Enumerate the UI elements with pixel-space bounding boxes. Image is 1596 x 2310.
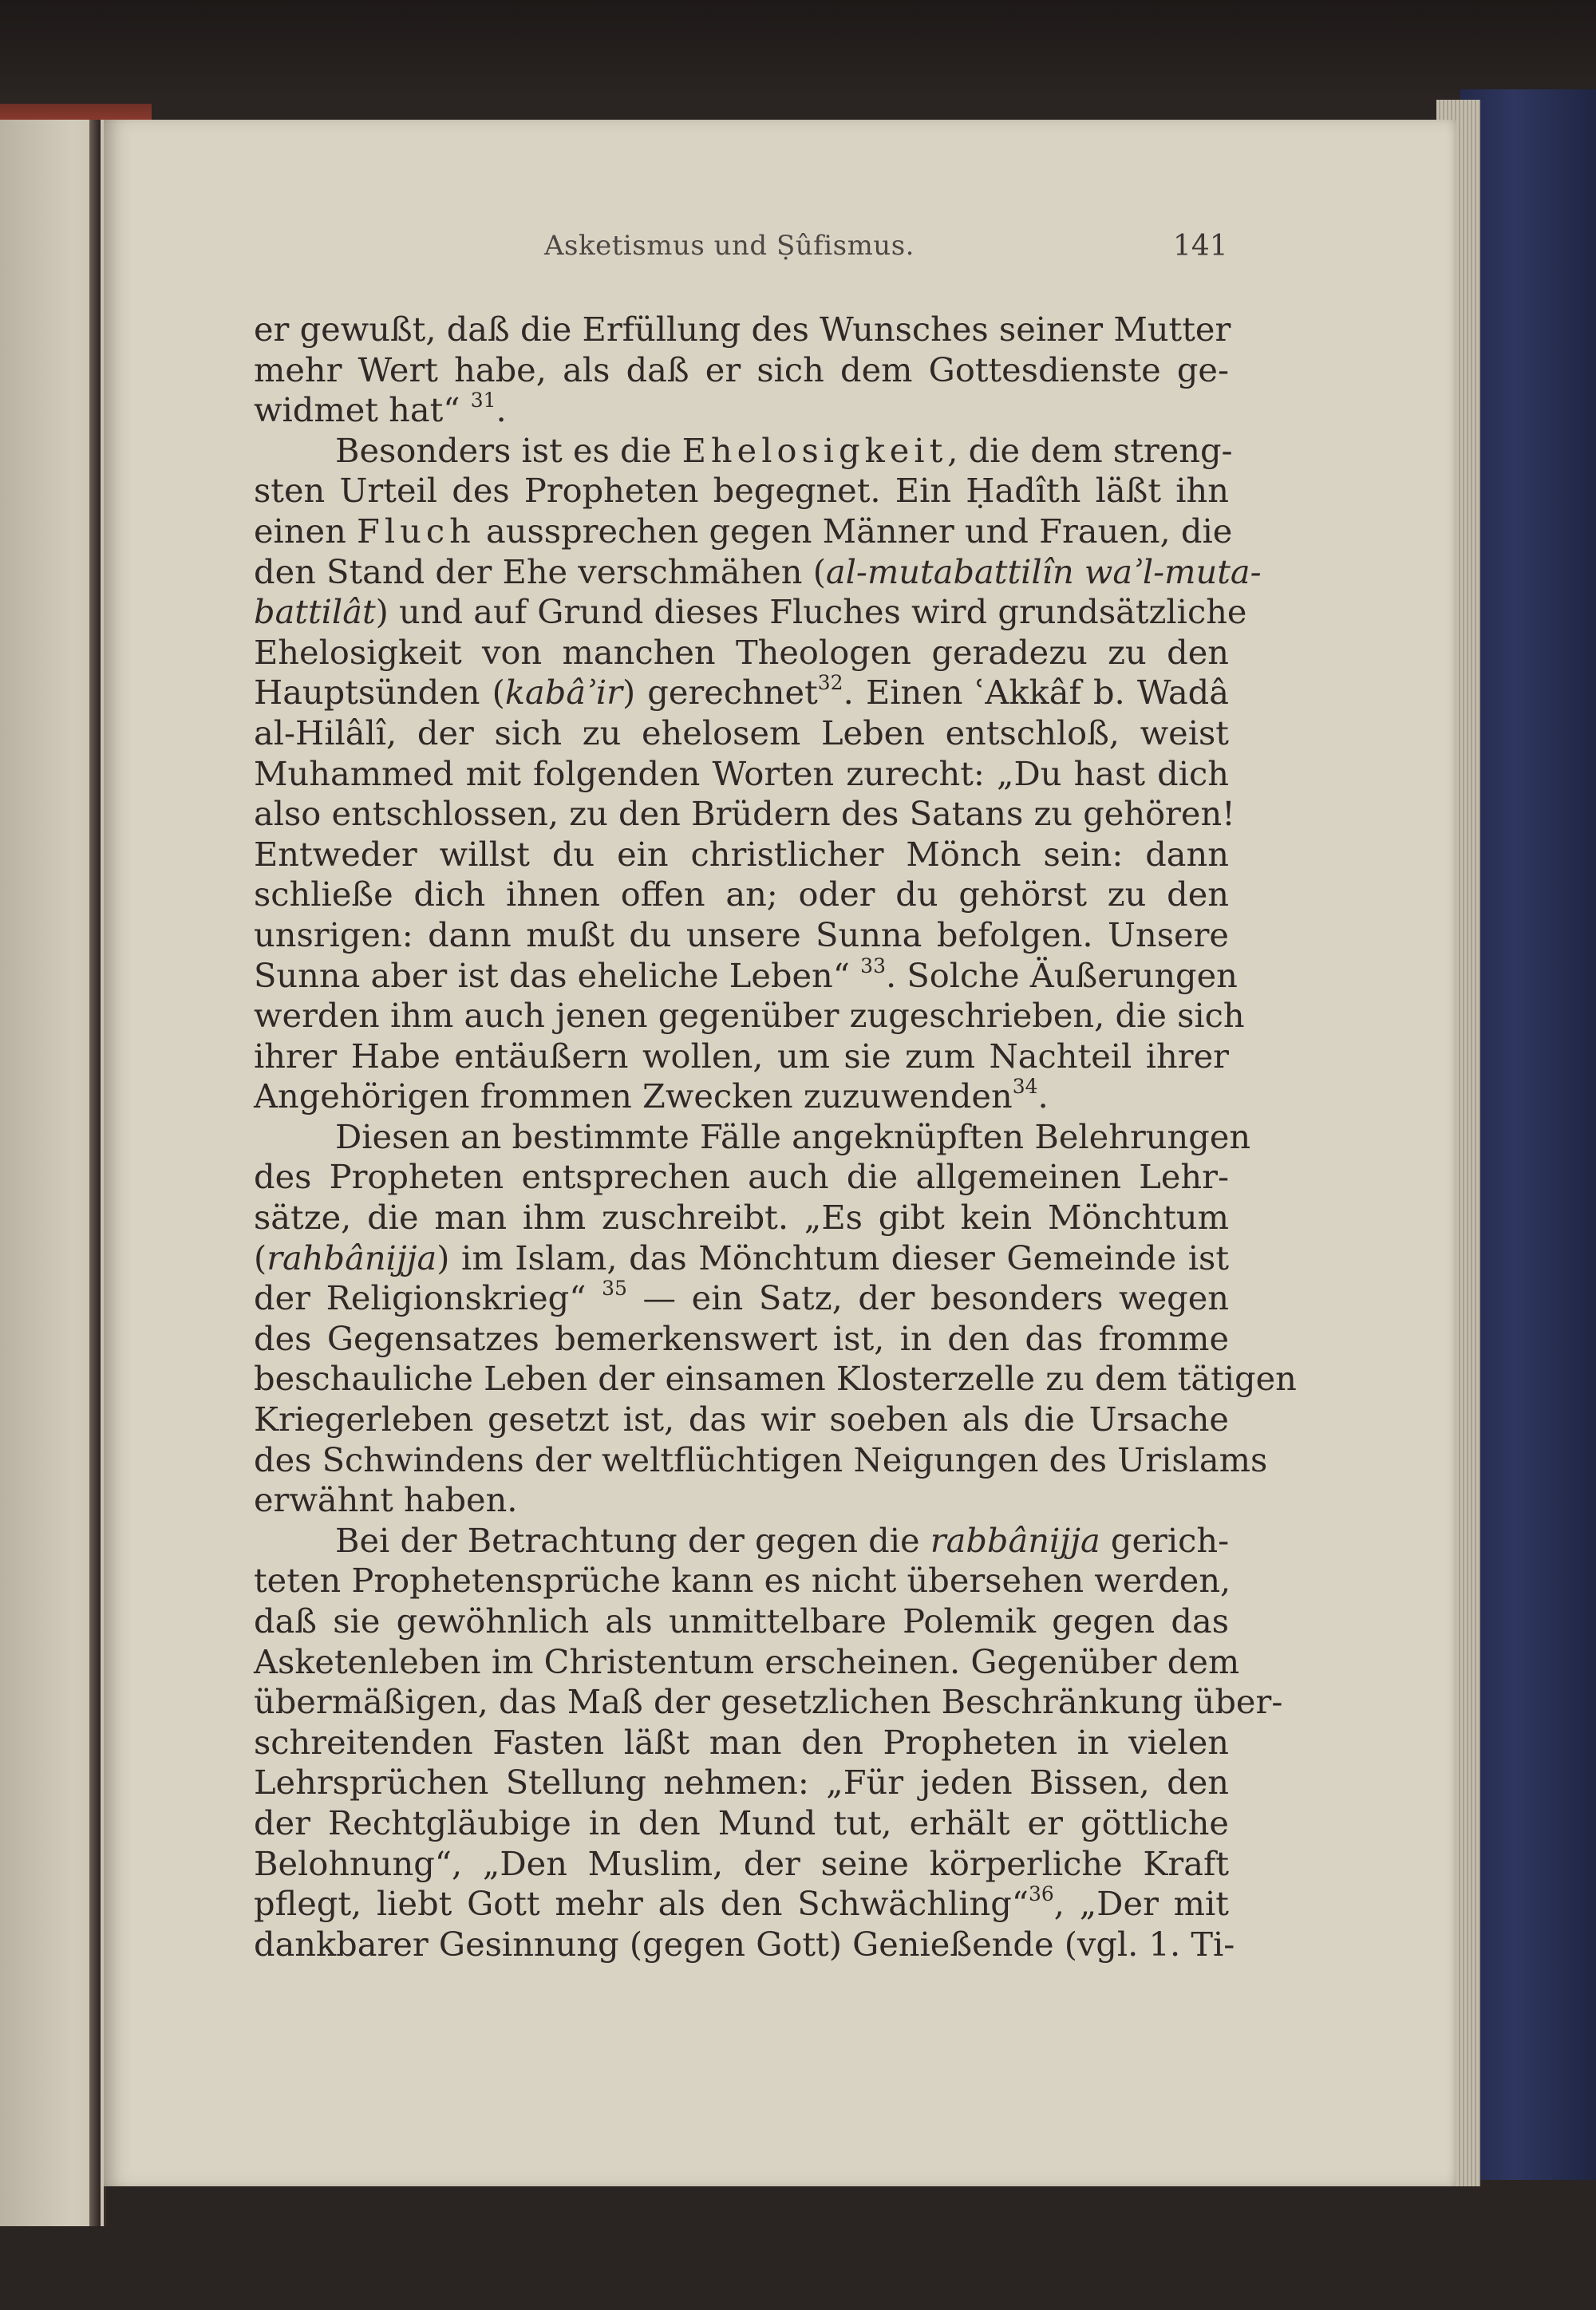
text-line: mehr Wert habe, als daß er sich dem Gottesdienste ge- — [254, 349, 1229, 389]
text-line: Besonders ist es die Ehelosigkeit, die dem streng- — [335, 430, 1233, 470]
book-binding-strip — [0, 104, 152, 121]
running-title: Asketismus und Ṣûfismus. — [544, 230, 915, 262]
text-line: widmet hat“ $^{31}$. — [254, 389, 507, 430]
footnote-ref: 34 — [1012, 1075, 1038, 1099]
text-line: werden ihm auch jenen gegenüber zugeschrieben, die sich — [254, 996, 1245, 1036]
text-line: Lehrsprüchen Stellung nehmen: „Für jeden Bissen, den — [254, 1763, 1229, 1803]
body-text — [254, 310, 1297, 1964]
emphasis: Fluch — [357, 511, 476, 551]
text-line: Diesen an bestimmte Fälle angeknüpften Belehrungen — [335, 1116, 1251, 1156]
text-line: teten Prophetensprüche kann es nicht übersehen werden, — [254, 1561, 1231, 1601]
text-line: Muhammed mit folgenden Worten zurecht: „Du hast dich — [254, 753, 1229, 793]
text-line: Asketenleben im Christentum erscheinen. Gegenüber dem — [254, 1641, 1240, 1681]
text-line: beschauliche Leben der einsamen Klosterzelle zu dem tätigen — [254, 1359, 1297, 1399]
text-line: schreitenden Fasten läßt man den Propheten in vielen — [254, 1722, 1229, 1762]
text-line: des Gegensatzes bemerkenswert ist, in den das fromme — [254, 1318, 1229, 1358]
page-number: 141 — [1173, 230, 1228, 263]
italic-term: rabbânijja — [930, 1520, 1100, 1560]
text-line: erwähnt haben. — [254, 1480, 518, 1520]
text-line: der Religionskrieg“ $^{35}$ — ein Satz, der besonders wegen — [254, 1277, 1229, 1318]
text-line: der Rechtgläubige in den Mund tut, erhält er göttliche — [254, 1803, 1229, 1842]
text-line: Sunna aber ist das eheliche Leben“ $^{33}$. Solche Äußerungen — [254, 954, 1238, 995]
text-line: übermäßigen, das Maß der gesetzlichen Beschränkung über- — [254, 1682, 1283, 1722]
text-line: al-Hilâlî, der sich zu ehelosem Leben entschloß, weist — [254, 713, 1229, 752]
italic-term: al-mutabattilîn waʾl-muta- — [825, 551, 1262, 591]
running-head — [0, 230, 1596, 278]
text-line: schließe dich ihnen offen an; oder du gehörst zu den — [254, 875, 1229, 914]
footnote-ref: 36 — [1028, 1882, 1054, 1906]
text-line: pflegt, liebt Gott mehr als den Schwächling“$^{36}$, „Der mit — [254, 1882, 1229, 1924]
footnote-ref: 35 — [602, 1277, 627, 1301]
text-line: battilât) und auf Grund dieses Fluches wird grundsätzliche — [254, 592, 1247, 632]
text-line: Ehelosigkeit von manchen Theologen geradezu zu den — [254, 632, 1229, 672]
text-line: (rahbânijja) im Islam, das Mönchtum dieser Gemeinde ist — [254, 1238, 1229, 1277]
text-line: einen Fluch aussprechen gegen Männer und Frauen, die — [254, 511, 1233, 551]
text-line: Bei der Betrachtung der gegen die rabbânijja gerich- — [335, 1520, 1230, 1560]
text-line: daß sie gewöhnlich als unmittelbare Polemik gegen das — [254, 1601, 1229, 1641]
text-line: unsrigen: dann mußt du unsere Sunna befolgen. Unsere — [254, 914, 1229, 954]
text-line: Hauptsünden (kabâʾir) gerechnet$^{32}$. Einen ʿAkkâf b. Wadâ — [254, 671, 1229, 713]
emphasis: Ehelosigkeit — [681, 430, 948, 470]
footnote-ref: 32 — [817, 671, 843, 695]
text-line: Kriegerleben gesetzt ist, das wir soeben als die Ursache — [254, 1400, 1229, 1439]
background-top-edge — [0, 0, 1596, 100]
text-line: Entweder willst du ein christlicher Mönch sein: dann — [254, 834, 1229, 874]
italic-term: rahbânijja — [267, 1238, 437, 1277]
text-line: des Schwindens der weltflüchtigen Neigungen des Urislams — [254, 1439, 1268, 1479]
text-line: dankbarer Gesinnung (gegen Gott) Genießende (vgl. 1. Ti- — [254, 1924, 1235, 1964]
text-line: des Propheten entsprechen auch die allgemeinen Lehr- — [254, 1157, 1229, 1197]
footnote-ref: 33 — [860, 954, 886, 977]
text-line: ihrer Habe entäußern wollen, um sie zum Nachteil ihrer — [254, 1036, 1229, 1076]
book-cover — [1460, 89, 1596, 2180]
italic-term: battilât — [254, 592, 376, 632]
text-line: Belohnung“, „Den Muslim, der seine körperliche Kraft — [254, 1843, 1229, 1883]
text-line: Angehörigen frommen Zwecken zuzuwenden$^{34}$. — [254, 1075, 1049, 1116]
book-gutter — [89, 120, 101, 2226]
text-line: sätze, die man ihm zuschreibt. „Es gibt kein Mönchtum — [254, 1198, 1229, 1238]
text-line: also entschlossen, zu den Brüdern des Satans zu gehören! — [254, 794, 1235, 834]
text-line: den Stand der Ehe verschmähen (al-mutabattilîn waʾl-muta- — [254, 551, 1262, 591]
text-line: er gewußt, daß die Erfüllung des Wunsches seiner Mutter — [254, 310, 1231, 349]
footnote-ref: 31 — [470, 389, 496, 413]
italic-term: kabâʾir — [504, 673, 622, 713]
text-line: sten Urteil des Propheten begegnet. Ein Ḥadîth läßt ihn — [254, 471, 1229, 511]
